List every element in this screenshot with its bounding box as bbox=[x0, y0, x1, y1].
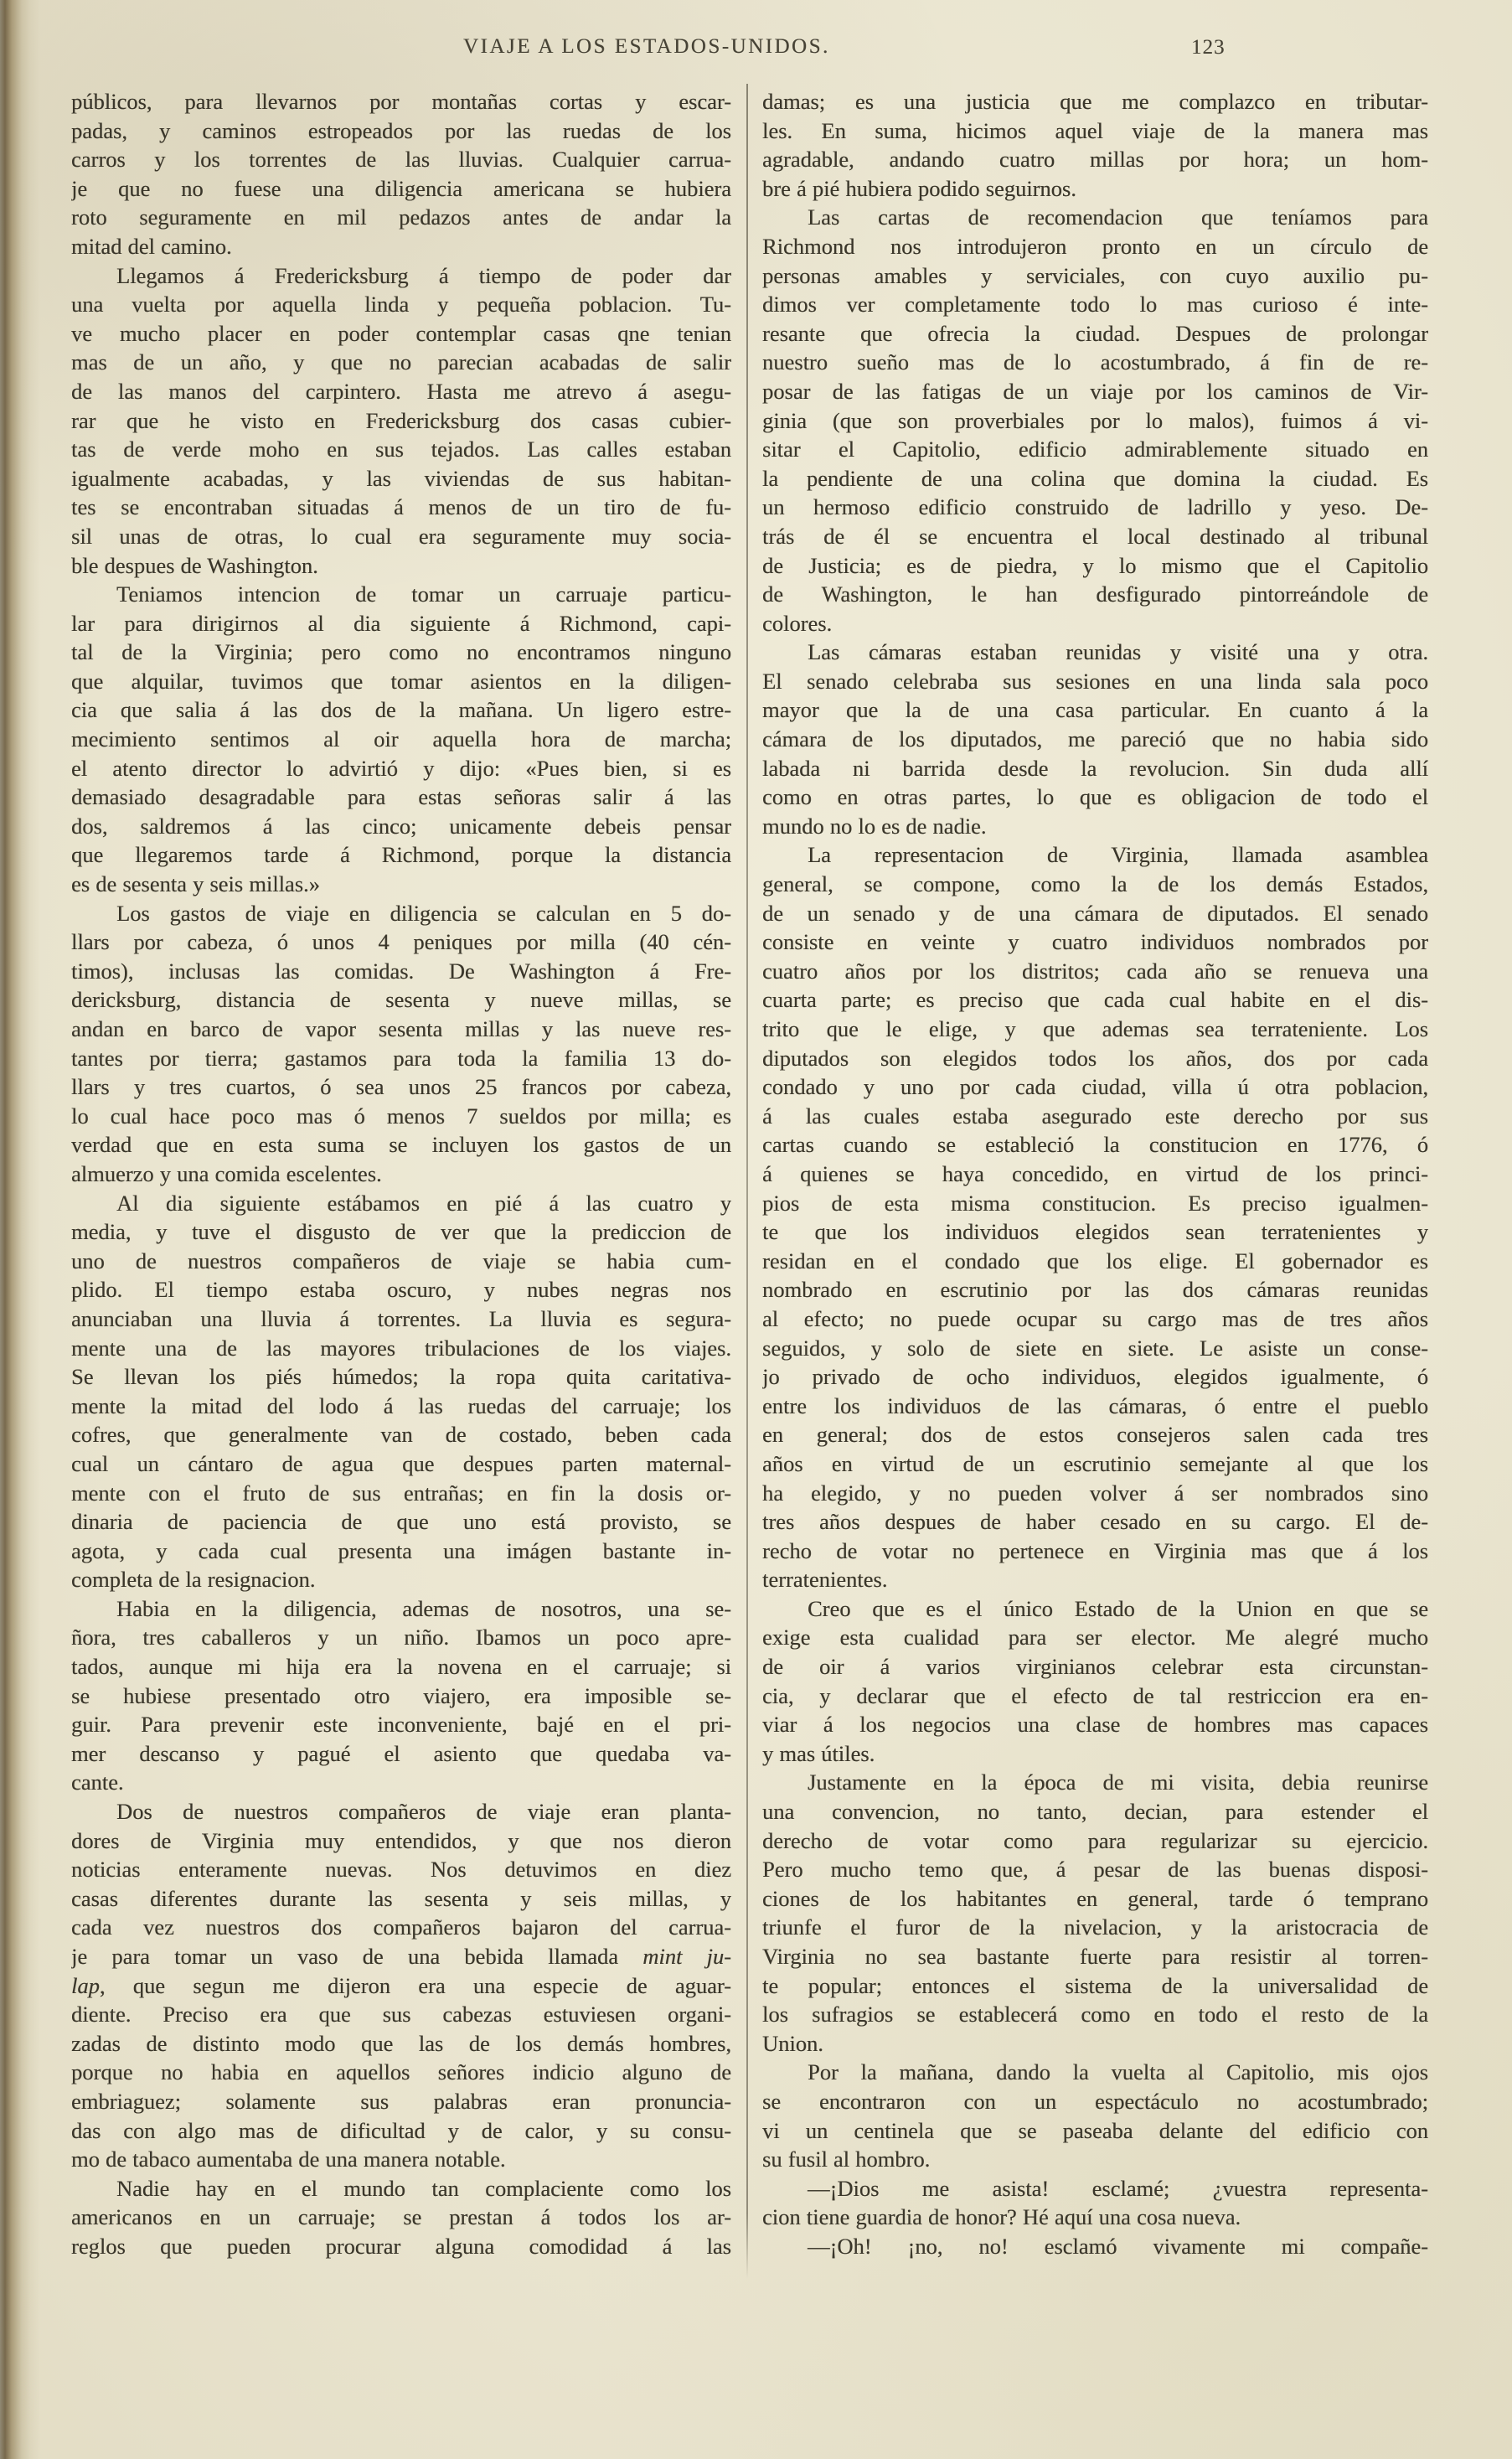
text-line: y mas útiles. bbox=[762, 1740, 875, 1766]
text-line: trás de él se encuentra el local destinado al tribunal bbox=[762, 523, 1428, 549]
text-line: roto seguramente en mil pedazos antes de andar la bbox=[71, 204, 731, 230]
text-line: posar de las fatigas de un viaje por los caminos de Vir- bbox=[762, 378, 1428, 404]
text-line: colores. bbox=[762, 610, 833, 636]
text-line: llars y tres cuartos, ó sea unos 25 francos por cabeza, bbox=[71, 1074, 731, 1100]
text-line: mente la mitad del lodo á las ruedas del carruaje; los bbox=[71, 1392, 731, 1418]
text-line: cada vez nuestros dos compañeros bajaron del carrua- bbox=[71, 1914, 731, 1940]
text-line: derecho de votar como para regularizar su ejercicio. bbox=[762, 1827, 1428, 1853]
text-line: zadas de distinto modo que las de los demás hombres, bbox=[71, 2030, 731, 2056]
text-line: Virginia no sea bastante fuerte para resistir al torren- bbox=[762, 1944, 1428, 1969]
page-number: 123 bbox=[1191, 36, 1226, 59]
text-line: ciones de los habitantes en general, tarde ó temprano bbox=[762, 1885, 1428, 1911]
text-line: triunfe el furor de la nivelacion, y la aristocracia de bbox=[762, 1914, 1428, 1940]
text-line: vi un centinela que se paseaba delante del edificio con bbox=[762, 2117, 1428, 2143]
text-line: terratenientes. bbox=[762, 1567, 888, 1593]
text-line: mundo no lo es de nadie. bbox=[762, 813, 987, 839]
text-line: personas amables y serviciales, con cuyo auxilio pu- bbox=[762, 262, 1428, 288]
text-line: diputados son elegidos todos los años, dos por cada bbox=[762, 1045, 1428, 1071]
text-line: el atento director lo advirtió y dijo: «Pues bien, si es bbox=[71, 755, 731, 781]
text-line: á las cuales estaba asegurado este derecho por sus bbox=[762, 1103, 1428, 1129]
text-line: cuarta parte; es preciso que cada cual habite en el dis- bbox=[762, 987, 1428, 1013]
text-line: cartas cuando se estableció la constitucion en 1776, ó bbox=[762, 1132, 1428, 1158]
text-line: Las cámaras estaban reunidas y visité una y otra. bbox=[808, 639, 1428, 665]
text-line: llars por cabeza, ó unos 4 peniques por milla (40 cén- bbox=[71, 929, 731, 955]
text-line: les. En suma, hicimos aquel viaje de la manera mas bbox=[762, 117, 1428, 143]
text-line: guir. Para prevenir este inconveniente, bajé en el pri- bbox=[71, 1712, 731, 1738]
text-line: anunciaban una lluvia á torrentes. La lluvia es segura- bbox=[71, 1305, 731, 1331]
text-line: dores de Virginia muy entendidos, y que nos dieron bbox=[71, 1827, 731, 1853]
text-line: Richmond nos introdujeron pronto en un círculo de bbox=[762, 233, 1428, 259]
text-line: Union. bbox=[762, 2030, 823, 2056]
text-line: cuatro años por los distritos; cada año se renueva una bbox=[762, 958, 1428, 984]
text-line: timos), inclusas las comidas. De Washington á Fre- bbox=[71, 958, 731, 984]
text-line: consiste en veinte y cuatro individuos nombrados por bbox=[762, 929, 1428, 955]
text-line: igualmente acabadas, y las viviendas de sus habitan- bbox=[71, 465, 731, 491]
text-line: americanos en un carruaje; se prestan á todos los ar- bbox=[71, 2204, 731, 2230]
text-line: mer descanso y pagué el asiento que quedaba va- bbox=[71, 1740, 731, 1766]
text-line: andan en barco de vapor sesenta millas y las nueve res- bbox=[71, 1016, 731, 1041]
text-line: das con algo mas de dificultad y de calor, y su consu- bbox=[71, 2117, 731, 2143]
text-line: entre los individuos de las cámaras, ó entre el pueblo bbox=[762, 1392, 1428, 1418]
text-line: recho de votar no pertenece en Virginia mas que á los bbox=[762, 1537, 1428, 1563]
text-line: cia, y declarar que el efecto de tal restriccion era en- bbox=[762, 1682, 1428, 1708]
text-line: una vuelta por aquella linda y pequeña poblacion. Tu- bbox=[71, 292, 731, 318]
text-line: Por la mañana, dando la vuelta al Capitolio, mis ojos bbox=[808, 2059, 1428, 2085]
text-line: los sufragios se establecerá como en todo el resto de la bbox=[762, 2002, 1428, 2028]
text-line: dinaria de paciencia de que uno está provisto, se bbox=[71, 1509, 731, 1535]
text-line: cámara de los diputados, me pareció que no habia sido bbox=[762, 726, 1428, 752]
text-line: almuerzo y una comida escelentes. bbox=[71, 1160, 382, 1186]
text-line: Justamente en la época de mi visita, debia reunirse bbox=[808, 1769, 1428, 1795]
text-line: Las cartas de recomendacion que teníamos para bbox=[808, 204, 1428, 230]
text-line: mente con el fruto de sus entrañas; en fin la dosis or- bbox=[71, 1480, 731, 1506]
text-line: je que no fuese una diligencia americana se hubiera bbox=[71, 175, 731, 201]
text-line: cofres, que generalmente van de costado, beben cada bbox=[71, 1422, 731, 1448]
text-line: seguidos, y solo de siete en siete. Le asiste un conse- bbox=[762, 1335, 1428, 1361]
text-line: porque no habia en aquellos señores indicio alguno de bbox=[71, 2059, 731, 2085]
text-line: te que los individuos elegidos sean terratenientes y bbox=[762, 1219, 1428, 1245]
text-line: resante que ofrecia la ciudad. Despues de prolongar bbox=[762, 320, 1428, 346]
running-header-title: VIAJE A LOS ESTADOS-UNIDOS. bbox=[463, 35, 830, 58]
text-line: bre á pié hubiera podido seguirnos. bbox=[762, 175, 1076, 201]
text-line: mas de un año, y que no parecian acabadas de salir bbox=[71, 349, 731, 375]
text-line: tres años despues de haber cesado en su cargo. El de- bbox=[762, 1509, 1428, 1535]
page-gutter-shadow bbox=[0, 0, 40, 2459]
text-line: Dos de nuestros compañeros de viaje eran planta- bbox=[116, 1799, 731, 1825]
text-line: un hermoso edificio construido de ladrillo y yeso. De- bbox=[762, 494, 1428, 520]
text-line: rar que he visto en Fredericksburg dos casas cubier- bbox=[71, 407, 731, 433]
text-line: ve mucho placer en poder contemplar casas qne tenian bbox=[71, 320, 731, 346]
text-line: agradable, andando cuatro millas por hora; un hom- bbox=[762, 147, 1428, 173]
text-line: dericksburg, distancia de sesenta y nueve millas, se bbox=[71, 987, 731, 1013]
text-line: mecimiento sentimos al oir aquella hora de marcha; bbox=[71, 726, 731, 752]
text-line: casas diferentes durante las sesenta y seis millas, y bbox=[71, 1885, 731, 1911]
text-line: lap, que segun me dijeron era una especie de aguar- bbox=[71, 1972, 731, 1998]
text-column-right bbox=[762, 87, 1428, 2261]
text-line: cia que salia á las dos de la mañana. Un ligero estre- bbox=[71, 697, 731, 723]
text-line: lo cual hace poco mas ó menos 7 sueldos por milla; es bbox=[71, 1103, 731, 1129]
column-divider-rule bbox=[746, 84, 748, 2279]
text-line: nombrado en escrutinio por las dos cámaras reunidas bbox=[762, 1277, 1428, 1303]
text-line: viar á los negocios una clase de hombres mas capaces bbox=[762, 1712, 1428, 1738]
text-line: padas, y caminos estropeados por las ruedas de los bbox=[71, 117, 731, 143]
text-line: de Washington, le han desfigurado pintorreándole de bbox=[762, 581, 1428, 607]
text-line: sitar el Capitolio, edificio admirablemente situado en bbox=[762, 437, 1428, 462]
text-line: reglos que pueden procurar alguna comodidad á las bbox=[71, 2233, 731, 2259]
text-line: trito que le elige, y que ademas sea terrateniente. Los bbox=[762, 1016, 1428, 1041]
text-line: de Justicia; es de piedra, y lo mismo que el Capitolio bbox=[762, 552, 1428, 578]
text-line: embriaguez; solamente sus palabras eran pronuncia- bbox=[71, 2088, 731, 2114]
text-line: agota, y cada cual presenta una imágen bastante in- bbox=[71, 1537, 731, 1563]
text-line: dos, saldremos á las cinco; unicamente debeis pensar bbox=[71, 813, 731, 839]
text-line: uno de nuestros compañeros de viaje se habia cum- bbox=[71, 1248, 731, 1273]
text-line: te popular; entonces el sistema de la universalidad de bbox=[762, 1972, 1428, 1998]
text-line: se encontraron con un espectáculo no acostumbrado; bbox=[762, 2088, 1428, 2114]
text-line: de las manos del carpintero. Hasta me atrevo á asegu- bbox=[71, 378, 731, 404]
text-line: residan en el condado que los elige. El gobernador es bbox=[762, 1248, 1428, 1273]
text-line: que alquilar, tuvimos que tomar asientos en la diligen- bbox=[71, 668, 731, 694]
text-line: verdad que en esta suma se incluyen los gastos de un bbox=[71, 1132, 731, 1158]
text-line: que llegaremos tarde á Richmond, porque la distancia bbox=[71, 842, 731, 868]
text-line: su fusil al hombro. bbox=[762, 2146, 931, 2172]
text-line: tados, aunque mi hija era la novena en el carruaje; si bbox=[71, 1654, 731, 1680]
text-line: Nadie hay en el mundo tan complaciente como los bbox=[116, 2175, 731, 2201]
text-line: cion tiene guardia de honor? Hé aquí una cosa nueva. bbox=[762, 2204, 1241, 2230]
text-line: plido. El tiempo estaba oscuro, y nubes negras nos bbox=[71, 1277, 731, 1303]
text-line: ñora, tres caballeros y un niño. Ibamos un poco apre- bbox=[71, 1625, 731, 1651]
text-line: en general; dos de estos consejeros salen cada tres bbox=[762, 1422, 1428, 1448]
text-line: una convencion, no tanto, decian, para estender el bbox=[762, 1799, 1428, 1825]
text-line: tes se encontraban situadas á menos de un tiro de fu- bbox=[71, 494, 731, 520]
text-line: Los gastos de viaje en diligencia se calculan en 5 do- bbox=[116, 900, 731, 926]
text-line: Habia en la diligencia, ademas de nosotros, una se- bbox=[116, 1595, 731, 1621]
text-line: ginia (que son proverbiales por lo malos), fuimos á vi- bbox=[762, 407, 1428, 433]
text-line: mayor que la de una casa particular. En cuanto á la bbox=[762, 697, 1428, 723]
text-line: jo privado de ocho individuos, elegidos igualmente, ó bbox=[762, 1364, 1428, 1390]
text-line: mo de tabaco aumentaba de una manera notable. bbox=[71, 2146, 506, 2172]
text-line: como en otras partes, lo que es obligacion de todo el bbox=[762, 784, 1428, 810]
text-line: pios de esta misma constitucion. Es preciso igualmen- bbox=[762, 1190, 1428, 1216]
text-line: ha elegido, y no pueden volver á ser nombrados sino bbox=[762, 1480, 1428, 1506]
text-line: Al dia siguiente estábamos en pié á las cuatro y bbox=[116, 1190, 731, 1216]
text-line: dimos ver completamente todo lo mas curioso é inte- bbox=[762, 292, 1428, 318]
text-line: media, y tuve el disgusto de ver que la prediccion de bbox=[71, 1219, 731, 1245]
text-line: Se llevan los piés húmedos; la ropa quita caritativa- bbox=[71, 1364, 731, 1390]
text-line: de oir á varios virginianos celebrar esta circunstan- bbox=[762, 1654, 1428, 1680]
text-line: Llegamos á Fredericksburg á tiempo de poder dar bbox=[116, 262, 731, 288]
text-line: exige esta cualidad para ser elector. Me alegré mucho bbox=[762, 1625, 1428, 1651]
text-line: años en virtud de un escrutinio semejante al que los bbox=[762, 1450, 1428, 1476]
text-line: noticias enteramente nuevas. Nos detuvimos en diez bbox=[71, 1857, 731, 1883]
text-line: damas; es una justicia que me complazco en tributar- bbox=[762, 89, 1428, 114]
text-line: tal de la Virginia; pero como no encontramos ninguno bbox=[71, 639, 731, 665]
text-line: condado y uno por cada ciudad, villa ú otra poblacion, bbox=[762, 1074, 1428, 1100]
text-line: diente. Preciso era que sus cabezas estuviesen organi- bbox=[71, 2002, 731, 2028]
text-line: general, se compone, como la de los demás Estados, bbox=[762, 871, 1428, 897]
text-line: lar para dirigirnos al dia siguiente á Richmond, capi- bbox=[71, 610, 731, 636]
text-column-left bbox=[71, 87, 731, 2261]
text-line: cual un cántaro de agua que despues parten maternal- bbox=[71, 1450, 731, 1476]
text-line: —¡Dios me asista! esclamé; ¿vuestra representa- bbox=[808, 2175, 1428, 2201]
text-line: nuestro sueño mas de lo acostumbrado, á fin de re- bbox=[762, 349, 1428, 375]
text-line: Creo que es el único Estado de la Union en que se bbox=[808, 1595, 1428, 1621]
text-line: públicos, para llevarnos por montañas cortas y escar- bbox=[71, 89, 731, 114]
text-line: cante. bbox=[71, 1769, 124, 1795]
text-line: es de sesenta y seis millas.» bbox=[71, 871, 320, 897]
text-line: se hubiese presentado otro viajero, era imposible se- bbox=[71, 1682, 731, 1708]
text-line: completa de la resignacion. bbox=[71, 1567, 316, 1593]
text-line: demasiado desagradable para estas señoras salir á las bbox=[71, 784, 731, 810]
text-line: Pero mucho temo que, á pesar de las buenas disposi- bbox=[762, 1857, 1428, 1883]
text-line: tantes por tierra; gastamos para toda la familia 13 do- bbox=[71, 1045, 731, 1071]
text-line: labada ni barrida desde la revolucion. Sin duda allí bbox=[762, 755, 1428, 781]
text-line: tas de verde moho en sus tejados. Las calles estaban bbox=[71, 437, 731, 462]
text-line: carros y los torrentes de las lluvias. Cualquier carrua- bbox=[71, 147, 731, 173]
text-line: El senado celebraba sus sesiones en una linda sala poco bbox=[762, 668, 1428, 694]
text-line: —¡Oh! ¡no, no! esclamó vivamente mi compañe- bbox=[808, 2233, 1428, 2259]
text-line: de un senado y de una cámara de diputados. El senado bbox=[762, 900, 1428, 926]
text-line: je para tomar un vaso de una bebida llamada mint ju- bbox=[71, 1944, 731, 1969]
text-line: sil unas de otras, lo cual era seguramente muy socia- bbox=[71, 523, 731, 549]
running-header bbox=[0, 34, 1512, 67]
text-line: al efecto; no puede ocupar su cargo mas de tres años bbox=[762, 1305, 1428, 1331]
text-line: La representacion de Virginia, llamada asamblea bbox=[808, 842, 1428, 868]
text-line: mitad del camino. bbox=[71, 233, 232, 259]
text-line: mente una de las mayores tribulaciones de los viajes. bbox=[71, 1335, 731, 1361]
text-line: la pendiente de una colina que domina la ciudad. Es bbox=[762, 465, 1428, 491]
text-line: á quienes se haya concedido, en virtud de los princi- bbox=[762, 1160, 1428, 1186]
text-line: ble despues de Washington. bbox=[71, 552, 318, 578]
text-line: Teniamos intencion de tomar un carruaje particu- bbox=[116, 581, 731, 607]
